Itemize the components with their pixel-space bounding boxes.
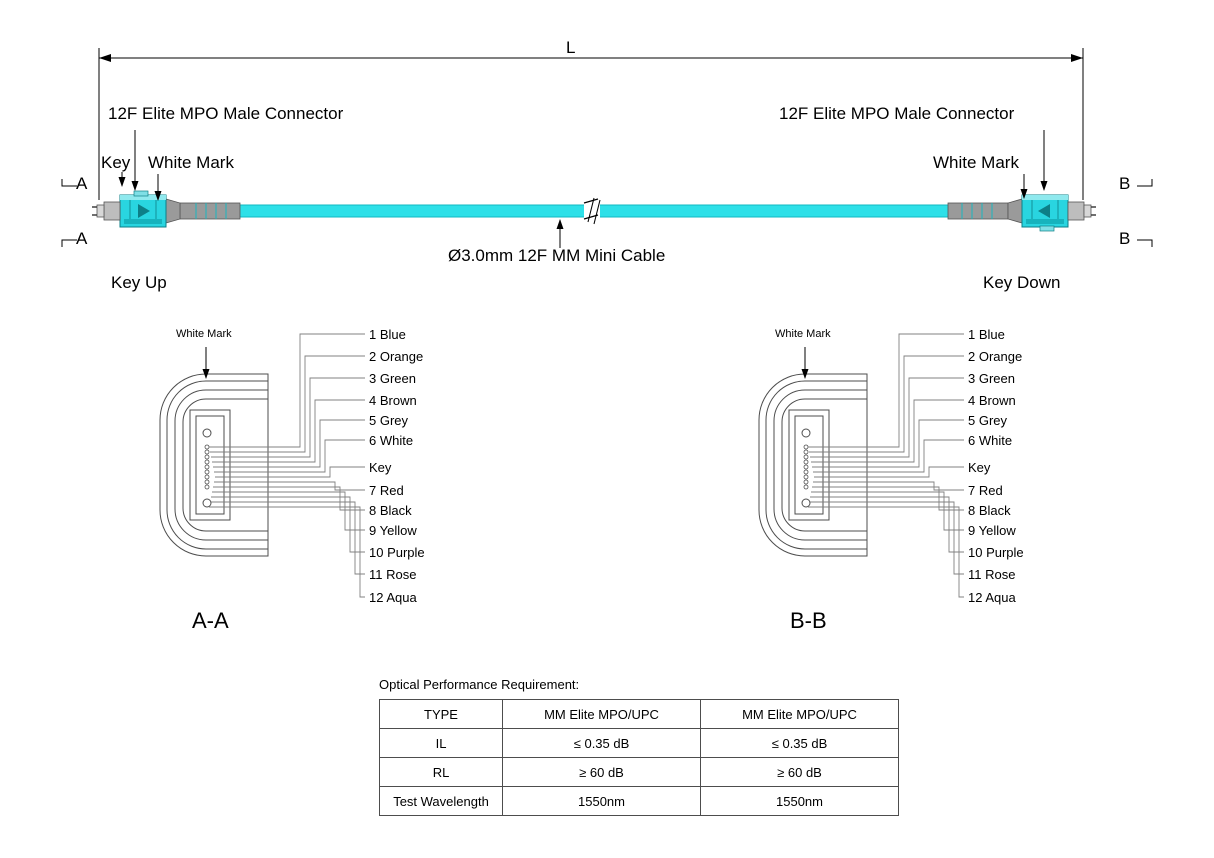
fiber-label: 1 Blue <box>968 327 1005 342</box>
overall-length-label: L <box>566 38 576 57</box>
fiber-label: 8 Black <box>369 503 412 518</box>
left-connector <box>92 191 240 227</box>
left-connector-label: 12F Elite MPO Male Connector <box>108 104 344 123</box>
table-cell: RL <box>380 758 503 787</box>
fiber-holes-a <box>205 445 209 489</box>
fiber-label: 9 Yellow <box>968 523 1016 538</box>
fiber-label: 3 Green <box>968 371 1015 386</box>
right-orientation-label: Key Down <box>983 273 1061 292</box>
section-mark-left-top: A <box>76 174 88 193</box>
section-mark-left-bottom: A <box>76 229 88 248</box>
cable-break-symbol <box>584 198 600 224</box>
fiber-label: 5 Grey <box>369 413 409 428</box>
left-orientation-label: Key Up <box>111 273 167 292</box>
fiber-label: 7 Red <box>369 483 404 498</box>
left-white-mark-label: White Mark <box>148 153 234 172</box>
section-b-title: B-B <box>790 608 827 633</box>
fiber-label: 11 Rose <box>369 567 417 582</box>
section-view-a <box>160 334 365 597</box>
table-cell: IL <box>380 729 503 758</box>
table-cell: 1550nm <box>503 787 701 816</box>
performance-table-caption: Optical Performance Requirement: <box>379 677 580 692</box>
table-header-row <box>380 700 899 729</box>
table-header-cell: MM Elite MPO/UPC <box>503 700 701 729</box>
right-white-mark-label: White Mark <box>933 153 1019 172</box>
fiber-label: 6 White <box>369 433 414 448</box>
table-cell: ≤ 0.35 dB <box>701 729 899 758</box>
fiber-holes-b <box>804 445 808 489</box>
fiber-label: 4 Brown <box>369 393 417 408</box>
fiber-label: 4 Brown <box>968 393 1016 408</box>
fiber-label: 2 Orange <box>369 349 424 364</box>
table-cell: 1550nm <box>701 787 899 816</box>
section-marks <box>62 179 1152 247</box>
table-header-cell: MM Elite MPO/UPC <box>701 700 899 729</box>
fiber-label: 7 Red <box>968 483 1003 498</box>
table-row <box>380 729 899 758</box>
fiber-label-key: Key <box>968 460 991 475</box>
fiber-label: 2 Orange <box>968 349 1023 364</box>
section-mark-right-top: B <box>1119 174 1131 193</box>
fiber-label-key: Key <box>369 460 392 475</box>
section-mark-right-bottom: B <box>1119 229 1131 248</box>
table-cell: ≥ 60 dB <box>503 758 701 787</box>
section-view-b <box>759 334 964 597</box>
table-cell: ≤ 0.35 dB <box>503 729 701 758</box>
table-cell: ≥ 60 dB <box>701 758 899 787</box>
table-row <box>380 758 899 787</box>
callout-leaders <box>122 130 1044 248</box>
fiber-label: 8 Black <box>968 503 1011 518</box>
right-connector <box>948 195 1096 231</box>
fiber-label: 12 Aqua <box>369 590 417 605</box>
table-header-cell: TYPE <box>380 700 503 729</box>
performance-table <box>379 699 899 816</box>
fiber-label: 11 Rose <box>968 567 1016 582</box>
key-label: Key <box>101 153 131 172</box>
fiber-label: 10 Purple <box>369 545 425 560</box>
table-row <box>380 787 899 816</box>
overall-length-dimension <box>99 48 1083 200</box>
section-a-title: A-A <box>192 608 229 633</box>
fiber-label: 10 Purple <box>968 545 1024 560</box>
section-a-white-mark-label: White Mark <box>176 328 232 340</box>
fiber-label: 9 Yellow <box>369 523 417 538</box>
right-connector-label: 12F Elite MPO Male Connector <box>779 104 1015 123</box>
cable-label: Ø3.0mm 12F MM Mini Cable <box>448 246 666 265</box>
fiber-label: 1 Blue <box>369 327 406 342</box>
fiber-label: 3 Green <box>369 371 416 386</box>
cable-assembly <box>92 191 1096 231</box>
fiber-label: 5 Grey <box>968 413 1008 428</box>
fiber-label: 6 White <box>968 433 1013 448</box>
table-cell: Test Wavelength <box>380 787 503 816</box>
fiber-label: 12 Aqua <box>968 590 1016 605</box>
section-b-white-mark-label: White Mark <box>775 328 831 340</box>
